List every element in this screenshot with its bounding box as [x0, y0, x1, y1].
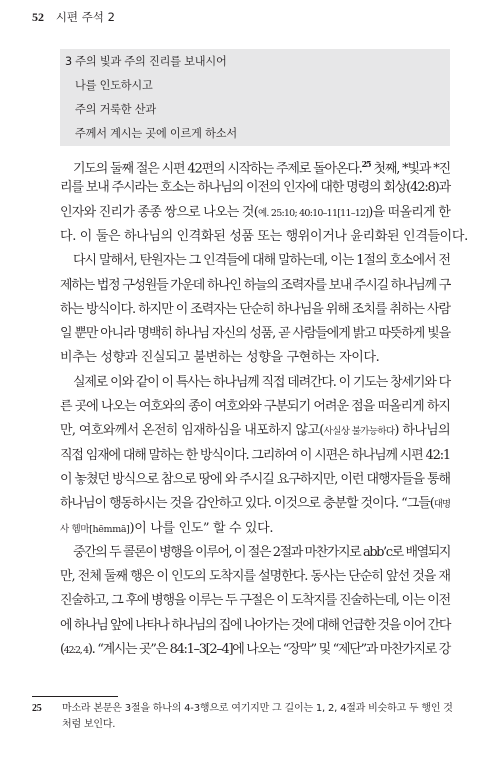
body-line [60, 419, 450, 443]
body-line [73, 249, 450, 273]
body-line-text [60, 565, 450, 589]
inline-reference: 예. 25:10; 40:10–11[11–12] [258, 207, 369, 219]
text-segment: 첫째, *빛과 *진 [370, 161, 450, 177]
inline-reference: 사실상 불가능하다 [323, 426, 395, 438]
body-line [60, 176, 450, 200]
footnote-number: 25 [32, 703, 42, 714]
text-segment: 비추는 성향과 진실되고 불변하는 성향을 구현하는 자이다. [60, 350, 380, 366]
body-line-text [60, 274, 450, 298]
text-segment: ) 하나님의 [394, 423, 450, 439]
body-line [60, 395, 450, 419]
body-line-text [60, 614, 450, 638]
text-segment: 하는 방식이다. 하지만 이 조력자는 단순히 하나님을 위해 조치를 취하는 사람 [60, 301, 450, 317]
body-line-text [60, 298, 450, 322]
body-line-text [73, 249, 450, 273]
body-line-text [60, 201, 450, 225]
body-line-text [73, 371, 450, 395]
body-line [60, 468, 450, 492]
text-segment: 다. 이 둘은 하나님의 인격화된 성품 또는 행위이거나 윤리화된 인격들이다. [60, 228, 468, 244]
quote-line: 주께서 계시는 곳에 이르게 하소서 [75, 127, 237, 140]
quote-line: 주의 거룩한 산과 [75, 103, 156, 116]
body-line-text [60, 346, 379, 370]
text-segment: 진술하고, 그 후에 병행을 이루는 두 구절은 이 도착지를 진술하는데, 이는 이전 [60, 593, 450, 609]
running-title: 시편 주석 2 [55, 10, 115, 24]
body-line-text [60, 589, 450, 613]
body-line-text [60, 225, 468, 249]
text-segment: ). “계시는 곳”은 84:1–3[2–4]에 나오는 “장막” 및 “제단”과 마찬가지로 강 [87, 642, 450, 657]
text-segment: 제하는 법정 구성원들 가운데 하나인 하늘의 조력자를 보내 주시길 하나님께 구 [60, 277, 450, 293]
body-line-text [60, 419, 450, 443]
body-line [60, 346, 450, 370]
body-line [60, 565, 450, 589]
text-segment: 직접 임재에 대해 말하는 한 방식이다. 그리하여 이 시편은 하나님께 시편 42:1 [60, 447, 450, 463]
text-segment: )이 나를 인도” 할 수 있다. [129, 520, 274, 536]
body-line [73, 541, 450, 565]
body-line-text [73, 152, 450, 176]
text-segment: 기도의 둘째 절은 시편 42편의 시작하는 주제로 돌아온다. [73, 161, 362, 177]
body-line [60, 589, 450, 613]
body-line-text [60, 492, 450, 516]
running-header [32, 9, 115, 25]
text-segment: 일 뿐만 아니라 명백히 하나님 자신의 성품, 곧 사람들에게 밝고 따뜻하게 빛을 [60, 326, 450, 342]
footnote-rule [32, 696, 118, 697]
quote-line: 3 주의 빛과 주의 진리를 보내시어 [65, 55, 227, 68]
body-line [60, 492, 450, 516]
text-segment: 하나님이 행동하시는 것을 감안하고 있다. 이것으로 충분할 것이다. “그들( [60, 496, 434, 512]
body-line [60, 298, 450, 322]
body-line-text [60, 322, 450, 346]
body-line-text [60, 517, 273, 541]
body-line [60, 225, 468, 249]
body-line [60, 274, 450, 298]
body-line-text [60, 638, 450, 662]
body-line [60, 444, 450, 468]
inline-reference: 42:2, 4 [63, 645, 88, 656]
text-segment: 리를 보내 주시라는 호소는 하나님의 이전의 인자에 대한 명령의 회상(42:8)과 [60, 180, 450, 196]
text-segment: )을 떠올리게 한 [368, 204, 450, 220]
text-segment: 만, 여호와께서 온전히 임재하심을 내포하지 않고( [60, 423, 324, 439]
quote-line: 나를 인도하시고 [75, 79, 153, 92]
footnote-ref: 25 [361, 159, 371, 169]
body-line-text [60, 176, 450, 200]
body-line [60, 614, 450, 638]
text-segment: 중간의 두 콜론이 병행을 이루어, 이 절은 2절과 마찬가지로 abb’c로 배열되지 [73, 544, 450, 560]
text-segment: 다시 말해서, 탄원자는 그 인격들에 대해 말하는데, 이는 1절의 호소에서 전 [73, 253, 450, 269]
footnote-text: 마소라 본문은 3절을 하나의 4-3행으로 여기지만 그 길이는 1, 2, 4절과 비슷하고 두 행인 것처럼 보인다. [62, 703, 453, 730]
text-segment: 에 하나님 앞에 나타나 하나님의 집에 나아가는 것에 대해 언급한 것을 이어 간다 [60, 617, 450, 633]
body-line-text [73, 541, 450, 565]
body-line [60, 517, 450, 541]
body-line [60, 201, 450, 225]
page-number: 52 [32, 10, 44, 24]
text-segment: 인자와 진리가 종종 쌍으로 나오는 것( [60, 204, 258, 220]
text-segment: 른 곳에 나오는 여호와의 종이 여호와와 구분되기 어려운 점을 떠올리게 하지 [60, 399, 450, 414]
scripture-quote-box [60, 49, 450, 146]
body-line [60, 638, 450, 662]
text-segment: 실제로 이와 같이 이 특사는 하나님께 직접 데려간다. 이 기도는 창세기와 다 [73, 374, 450, 390]
text-segment: ( [60, 642, 64, 657]
text-segment: 이 놓쳤던 방식으로 참으로 땅에 와 주시길 요구하지만, 이런 대행자들을 통해 [60, 471, 450, 487]
inline-reference: 대명 [433, 499, 450, 511]
body-line-text [60, 395, 450, 419]
body-line [73, 371, 450, 395]
body-line-text [60, 468, 450, 492]
body-line [60, 322, 450, 346]
inline-reference: 사 헴마[hēmmā] [60, 523, 130, 535]
body-line [73, 152, 450, 176]
body-line-text [60, 444, 450, 468]
text-segment: 만, 전체 둘째 행은 이 인도의 도착지를 설명한다. 동사는 단순히 앞선 것을 재 [60, 569, 450, 585]
